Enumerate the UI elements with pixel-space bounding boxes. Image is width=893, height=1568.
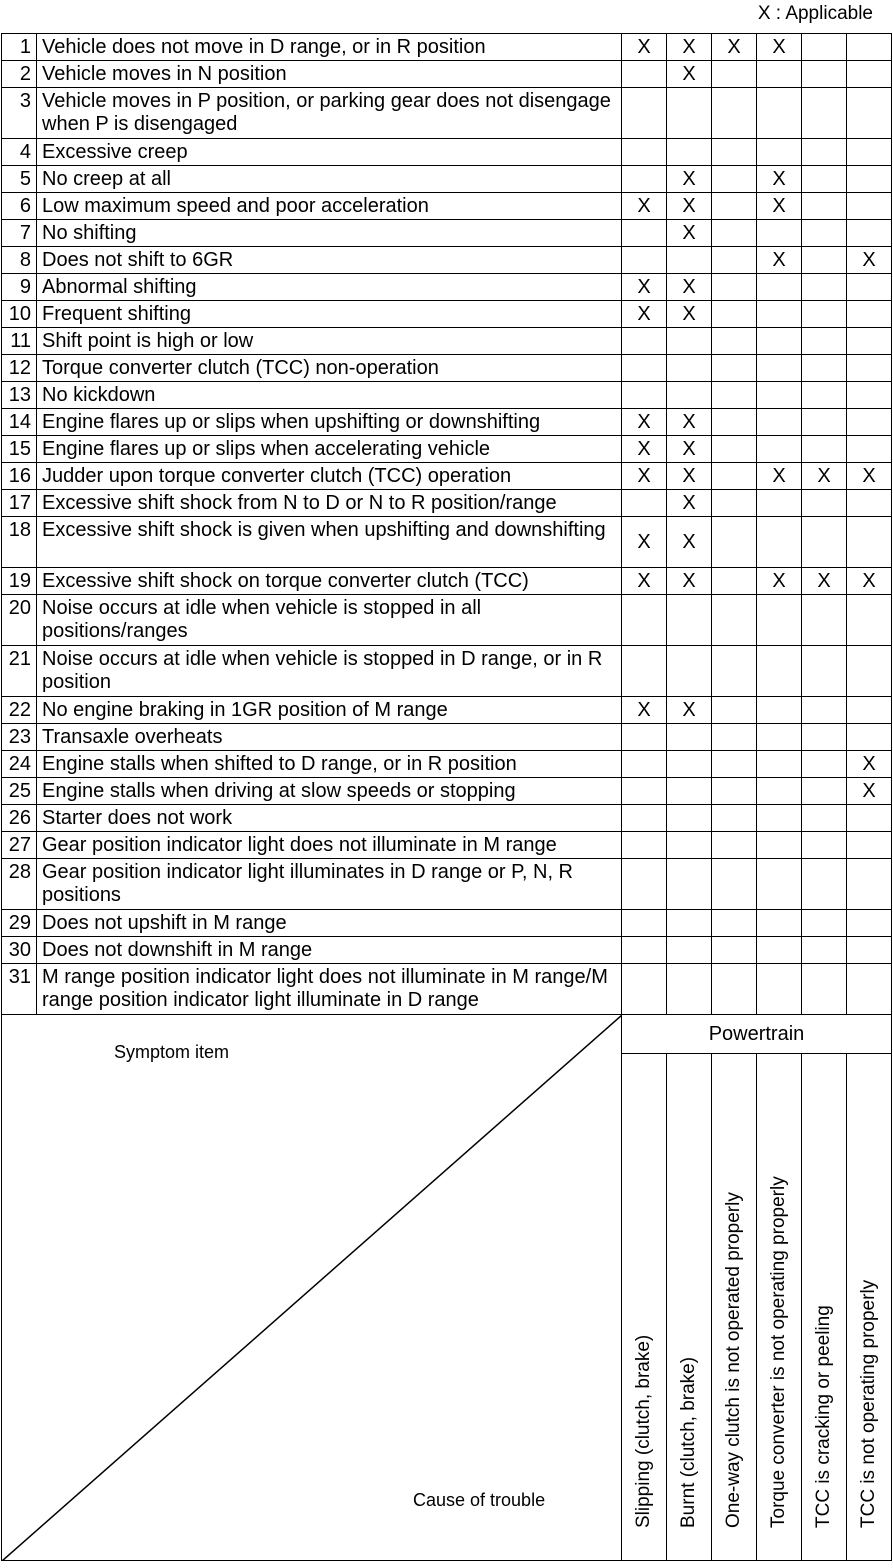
table-row [2,859,892,910]
row-number: 19 [2,568,37,595]
applicable-mark-cell: X [802,463,847,490]
table-row [2,301,892,328]
symptom-text: Does not downshift in M range [37,937,622,964]
table-row [2,382,892,409]
applicable-mark-cell [847,805,892,832]
applicable-mark-cell [622,490,667,517]
applicable-mark-cell [757,88,802,139]
applicable-mark-cell [847,595,892,646]
applicable-mark-cell [847,34,892,61]
table-row [2,724,892,751]
applicable-mark-cell [757,382,802,409]
applicable-mark-cell [757,910,802,937]
row-number: 30 [2,937,37,964]
applicable-mark-cell: X [667,34,712,61]
table-row [2,274,892,301]
applicable-mark-cell [802,193,847,220]
applicable-mark-cell [667,751,712,778]
applicable-mark-cell: X [667,697,712,724]
applicable-mark-cell [847,193,892,220]
applicable-mark-cell [847,859,892,910]
applicable-mark-cell: X [667,274,712,301]
row-number: 4 [2,139,37,166]
applicable-mark-cell [712,646,757,697]
applicable-mark-cell [802,382,847,409]
applicable-mark-cell [802,832,847,859]
applicable-mark-cell [712,910,757,937]
table-row [2,463,892,490]
applicable-mark-cell [802,937,847,964]
applicable-mark-cell [757,436,802,463]
table-row [2,595,892,646]
applicable-mark-cell [802,166,847,193]
applicable-mark-cell [667,859,712,910]
applicable-mark-cell [802,751,847,778]
applicable-mark-cell [622,778,667,805]
diagonal-divider [2,1015,622,1561]
applicable-mark-cell [712,382,757,409]
symptom-text: Noise occurs at idle when vehicle is stopped in all positions/ranges [37,595,622,646]
table-row [2,751,892,778]
applicable-mark-cell [847,220,892,247]
applicable-mark-cell: X [622,193,667,220]
applicable-mark-cell [757,646,802,697]
applicable-mark-cell [757,832,802,859]
applicable-mark-cell [802,964,847,1015]
row-number: 16 [2,463,37,490]
applicable-mark-cell [622,724,667,751]
symptom-text: Vehicle moves in N position [37,61,622,88]
applicable-mark-cell [622,937,667,964]
applicable-mark-cell [757,751,802,778]
applicable-mark-cell: X [802,568,847,595]
table-row [2,568,892,595]
applicable-mark-cell [847,490,892,517]
applicable-mark-cell [802,778,847,805]
table-row [2,220,892,247]
table-row [2,805,892,832]
applicable-mark-cell [847,409,892,436]
applicable-mark-cell: X [622,274,667,301]
applicable-mark-cell [757,409,802,436]
applicable-mark-cell [712,964,757,1015]
symptom-text: Vehicle does not move in D range, or in R position [37,34,622,61]
applicable-mark-cell [847,832,892,859]
applicable-mark-cell [757,274,802,301]
applicable-mark-cell: X [667,409,712,436]
applicable-mark-cell [622,595,667,646]
applicable-mark-cell [667,247,712,274]
applicable-mark-cell [847,274,892,301]
applicable-mark-cell: X [847,247,892,274]
applicable-mark-cell [712,139,757,166]
applicable-mark-cell [712,724,757,751]
applicable-mark-cell: X [667,220,712,247]
applicable-mark-cell [757,724,802,751]
applicable-mark-cell [757,490,802,517]
row-number: 17 [2,490,37,517]
applicable-mark-cell: X [667,61,712,88]
applicable-mark-cell [757,595,802,646]
symptom-rows [2,34,892,1015]
applicable-mark-cell: X [667,463,712,490]
applicable-mark-cell [757,937,802,964]
row-number: 13 [2,382,37,409]
applicable-mark-cell [757,61,802,88]
row-number: 8 [2,247,37,274]
applicable-mark-cell: X [622,301,667,328]
applicable-mark-cell [757,139,802,166]
applicable-mark-cell [622,220,667,247]
applicable-mark-cell [847,964,892,1015]
row-number: 11 [2,328,37,355]
table-row [2,328,892,355]
applicable-mark-cell [667,595,712,646]
symptom-text: Frequent shifting [37,301,622,328]
cause-header-4: Torque converter is not operating properly [757,1054,802,1561]
applicable-mark-cell: X [712,34,757,61]
symptom-text: Gear position indicator light does not illuminate in M range [37,832,622,859]
applicable-mark-cell [712,88,757,139]
applicable-mark-cell [667,88,712,139]
symptom-text: Torque converter clutch (TCC) non-operation [37,355,622,382]
applicable-mark-cell [757,964,802,1015]
corner-header-cell [2,1015,622,1561]
applicable-mark-cell [802,697,847,724]
symptom-text: Does not shift to 6GR [37,247,622,274]
applicable-mark-cell [712,463,757,490]
applicable-mark-cell [802,61,847,88]
row-number: 15 [2,436,37,463]
applicable-mark-cell: X [667,193,712,220]
applicable-mark-cell [622,382,667,409]
symptom-text: No shifting [37,220,622,247]
applicable-mark-cell [622,859,667,910]
applicable-mark-cell [757,328,802,355]
applicable-mark-cell [622,832,667,859]
applicable-mark-cell [622,964,667,1015]
table-row [2,490,892,517]
applicable-mark-cell [622,247,667,274]
applicable-mark-cell [622,751,667,778]
table-row [2,517,892,568]
applicable-mark-cell [847,937,892,964]
table-row [2,355,892,382]
symptom-text: Abnormal shifting [37,274,622,301]
applicable-mark-cell [847,355,892,382]
applicable-mark-cell: X [622,697,667,724]
applicable-mark-cell: X [757,568,802,595]
applicable-mark-cell [802,859,847,910]
applicable-mark-cell [847,517,892,568]
row-number: 25 [2,778,37,805]
row-number: 29 [2,910,37,937]
applicable-mark-cell [802,724,847,751]
applicable-mark-cell: X [847,463,892,490]
applicable-mark-cell [622,88,667,139]
applicable-mark-cell [802,805,847,832]
row-number: 5 [2,166,37,193]
applicable-mark-cell: X [667,166,712,193]
row-number: 21 [2,646,37,697]
applicable-mark-cell [622,805,667,832]
applicable-mark-cell [847,328,892,355]
applicable-mark-cell [712,193,757,220]
symptom-text: Excessive creep [37,139,622,166]
applicable-mark-cell [847,646,892,697]
applicable-mark-cell: X [667,517,712,568]
applicable-mark-cell [667,139,712,166]
applicable-mark-cell: X [667,568,712,595]
symptom-text: Gear position indicator light illuminates in D range or P, N, R positions [37,859,622,910]
row-number: 6 [2,193,37,220]
applicable-mark-cell [757,301,802,328]
applicable-mark-cell [667,937,712,964]
applicable-mark-cell [712,751,757,778]
applicable-mark-cell [712,568,757,595]
symptom-text: Does not upshift in M range [37,910,622,937]
row-number: 20 [2,595,37,646]
row-number: 22 [2,697,37,724]
symptom-text: Excessive shift shock from N to D or N to R position/range [37,490,622,517]
applicable-mark-cell: X [622,517,667,568]
table-row [2,247,892,274]
table-row [2,697,892,724]
applicable-mark-cell: X [757,193,802,220]
table-row [2,61,892,88]
table-row [2,88,892,139]
row-number: 14 [2,409,37,436]
applicable-mark-cell [847,88,892,139]
applicable-mark-cell [712,517,757,568]
applicable-mark-cell [622,166,667,193]
applicable-mark-cell [757,859,802,910]
symptom-text: Starter does not work [37,805,622,832]
table-row [2,910,892,937]
row-number: 12 [2,355,37,382]
applicable-mark-cell [667,355,712,382]
applicable-mark-cell [712,220,757,247]
symptom-text: Transaxle overheats [37,724,622,751]
applicable-mark-cell [712,274,757,301]
applicable-mark-cell [622,355,667,382]
row-number: 26 [2,805,37,832]
symptom-text: Noise occurs at idle when vehicle is stopped in D range, or in R position [37,646,622,697]
applicable-mark-cell [802,646,847,697]
symptom-text: Engine flares up or slips when upshifting or downshifting [37,409,622,436]
applicable-mark-cell: X [757,463,802,490]
applicable-mark-cell [622,328,667,355]
header-block [2,1015,892,1561]
cause-header-5: TCC is cracking or peeling [802,1054,847,1561]
applicable-mark-cell [757,697,802,724]
symptom-text: Vehicle moves in P position, or parking gear does not disengage when P is disengaged [37,88,622,139]
applicable-mark-cell [622,139,667,166]
applicable-mark-cell: X [757,247,802,274]
applicable-mark-cell [712,937,757,964]
row-number: 18 [2,517,37,568]
symptom-text: Low maximum speed and poor acceleration [37,193,622,220]
row-number: 7 [2,220,37,247]
row-number: 28 [2,859,37,910]
applicable-mark-cell [712,859,757,910]
applicable-mark-cell [667,724,712,751]
applicable-mark-cell [847,139,892,166]
applicable-mark-cell: X [847,568,892,595]
symptom-text: No kickdown [37,382,622,409]
applicable-mark-cell [802,301,847,328]
applicable-mark-cell [712,328,757,355]
applicable-mark-cell: X [667,490,712,517]
table-row [2,937,892,964]
applicable-mark-cell [712,490,757,517]
applicable-mark-cell [802,220,847,247]
applicable-mark-cell [712,832,757,859]
applicable-mark-cell: X [622,463,667,490]
applicable-mark-cell [847,724,892,751]
applicable-mark-cell [802,490,847,517]
symptom-text: Engine flares up or slips when accelerating vehicle [37,436,622,463]
applicable-mark-cell [847,697,892,724]
table-row [2,964,892,1015]
applicable-mark-cell [847,61,892,88]
symptom-text: M range position indicator light does not illuminate in M range/M range position indicator light illuminate in D range [37,964,622,1015]
applicable-mark-cell: X [622,34,667,61]
applicable-mark-cell [667,382,712,409]
applicable-mark-cell [802,910,847,937]
applicable-mark-cell [802,274,847,301]
applicable-mark-cell [757,355,802,382]
table-row [2,832,892,859]
symptom-text: Engine stalls when shifted to D range, or in R position [37,751,622,778]
symptom-text: Judder upon torque converter clutch (TCC) operation [37,463,622,490]
row-number: 3 [2,88,37,139]
row-number: 9 [2,274,37,301]
applicable-mark-cell [622,910,667,937]
table-row [2,139,892,166]
row-number: 24 [2,751,37,778]
applicable-mark-cell [622,61,667,88]
row-number: 10 [2,301,37,328]
applicable-mark-cell [802,34,847,61]
symptom-text: Excessive shift shock is given when upshifting and downshifting [37,517,622,568]
applicable-mark-cell: X [757,34,802,61]
applicable-mark-cell: X [622,436,667,463]
applicable-mark-cell [802,595,847,646]
powertrain-group-header: Powertrain [622,1015,892,1054]
applicable-mark-cell [667,964,712,1015]
applicable-mark-cell [712,697,757,724]
applicable-mark-cell [712,301,757,328]
table-row [2,166,892,193]
table-row [2,193,892,220]
applicable-mark-cell [847,301,892,328]
applicable-mark-cell [712,436,757,463]
applicable-mark-cell [712,805,757,832]
symptom-text: No engine braking in 1GR position of M range [37,697,622,724]
applicable-mark-cell [847,382,892,409]
table-row [2,646,892,697]
symptom-item-label: Symptom item [114,1042,230,1062]
applicable-mark-cell [622,646,667,697]
symptom-text: Engine stalls when driving at slow speeds or stopping [37,778,622,805]
applicable-mark-cell [757,778,802,805]
row-number: 27 [2,832,37,859]
cause-header-3: One-way clutch is not operated properly [712,1054,757,1561]
applicable-mark-cell [802,139,847,166]
table-row [2,778,892,805]
applicable-mark-cell [712,247,757,274]
applicable-mark-cell [667,646,712,697]
applicable-mark-cell [667,328,712,355]
symptom-text: No creep at all [37,166,622,193]
applicable-mark-cell [712,61,757,88]
cause-header-6: TCC is not operating properly [847,1054,892,1561]
applicable-mark-cell [802,247,847,274]
row-number: 2 [2,61,37,88]
table-row [2,409,892,436]
applicable-mark-cell: X [847,778,892,805]
applicable-mark-cell: X [667,301,712,328]
applicable-mark-cell [667,805,712,832]
row-number: 31 [2,964,37,1015]
applicable-mark-cell: X [847,751,892,778]
table-row [2,34,892,61]
applicable-mark-cell [712,595,757,646]
applicable-mark-cell [847,166,892,193]
cause-header-1: Slipping (clutch, brake) [622,1054,667,1561]
table-row [2,436,892,463]
applicable-mark-cell: X [622,409,667,436]
cause-header-2: Burnt (clutch, brake) [667,1054,712,1561]
applicable-mark-cell: X [622,568,667,595]
applicable-mark-cell [757,220,802,247]
applicable-mark-cell [802,409,847,436]
applicable-mark-cell [802,436,847,463]
applicable-mark-cell [802,517,847,568]
applicable-mark-cell [847,910,892,937]
applicable-mark-cell: X [667,436,712,463]
symptom-text: Shift point is high or low [37,328,622,355]
symptom-text: Excessive shift shock on torque converter clutch (TCC) [37,568,622,595]
applicable-mark-cell [712,409,757,436]
applicable-mark-cell [847,436,892,463]
applicable-mark-cell [802,355,847,382]
applicable-mark-cell [667,832,712,859]
applicable-mark-cell [712,166,757,193]
row-number: 1 [2,34,37,61]
cause-of-trouble-label: Cause of trouble [413,1490,546,1510]
applicable-mark-cell [667,778,712,805]
applicable-mark-cell [712,778,757,805]
applicable-mark-cell [712,355,757,382]
legend-applicable: X : Applicable [757,3,873,24]
applicable-mark-cell: X [757,166,802,193]
troubleshooting-table [1,33,892,1561]
applicable-mark-cell [802,88,847,139]
applicable-mark-cell [802,328,847,355]
applicable-mark-cell [757,805,802,832]
applicable-mark-cell [757,517,802,568]
applicable-mark-cell [667,910,712,937]
row-number: 23 [2,724,37,751]
